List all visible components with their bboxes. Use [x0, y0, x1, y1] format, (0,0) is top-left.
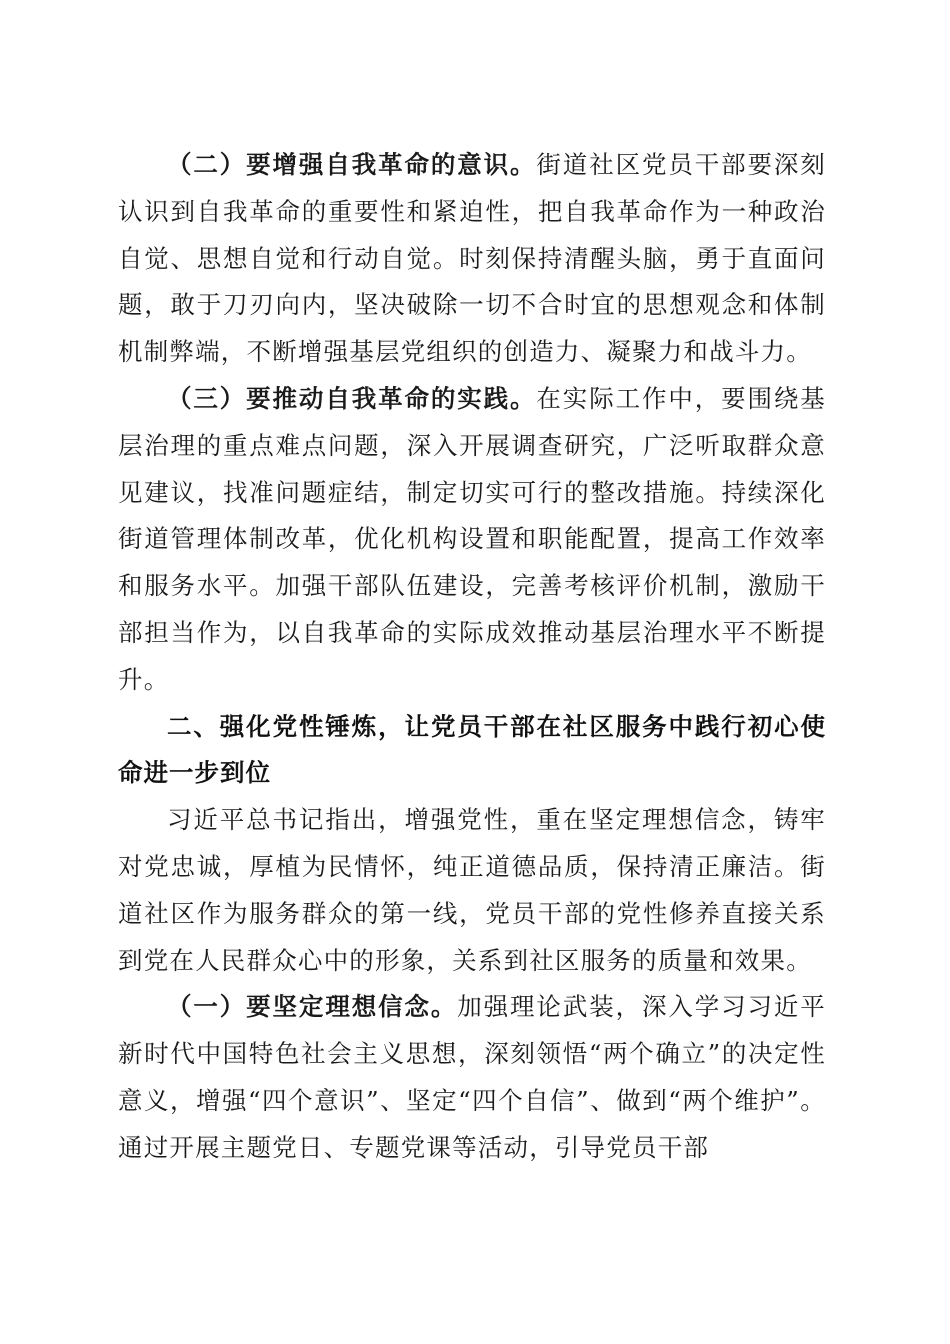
- paragraph-lead: （三）要推动自我革命的实践。: [167, 383, 537, 413]
- paragraph-text: 习近平总书记指出，增强党性，重在坚定理想信念，铸牢对党忠诚，厚植为民情怀，纯正道德品质，保持清正廉洁。街道社区作为服务群众的第一线，党员干部的党性修养直接关系到党在人民群众心中的形象，关系到社区服务的质量和效果。: [118, 805, 826, 975]
- paragraph-self-revolution-awareness: [118, 142, 826, 376]
- paragraph-self-revolution-practice: [118, 376, 826, 704]
- paragraph-lead: （二）要增强自我革命的意识。: [167, 150, 537, 179]
- paragraph-text: 加强理论武装，深入学习习近平新时代中国特色社会主义思想，深刻领悟“两个确立”的决定性意义，增强“四个意识”、坚定“四个自信”、做到“两个维护”。通过开展主题党日、专题党课等活动，引导党员干部: [118, 992, 826, 1162]
- document-body: [118, 142, 826, 1172]
- paragraph-text: 街道社区党员干部要深刻认识到自我革命的重要性和紧迫性，把自我革命作为一种政治自觉、思想自觉和行动自觉。时刻保持清醒头脑，勇于直面问题，敢于刀刃向内，坚决破除一切不合时宜的思想观念和体制机制弊端，不断增强基层党组织的创造力、凝聚力和战斗力。: [118, 150, 826, 367]
- paragraph-text: 在实际工作中，要围绕基层治理的重点难点问题，深入开展调查研究，广泛听取群众意见建议，找准问题症结，制定切实可行的整改措施。持续深化街道管理体制改革，优化机构设置和职能配置，提高工作效率和服务水平。加强干部队伍建设，完善考核评价机制，激励干部担当作为，以自我革命的实际成效推动基层治理水平不断提升。: [118, 383, 826, 694]
- paragraph-party-spirit-intro: [118, 797, 826, 984]
- section-heading: 二、强化党性锤炼，让党员干部在社区服务中践行初心使命进一步到位: [118, 711, 826, 788]
- paragraph-lead: （一）要坚定理想信念。: [167, 992, 458, 1022]
- paragraph-firm-ideals: [118, 984, 826, 1171]
